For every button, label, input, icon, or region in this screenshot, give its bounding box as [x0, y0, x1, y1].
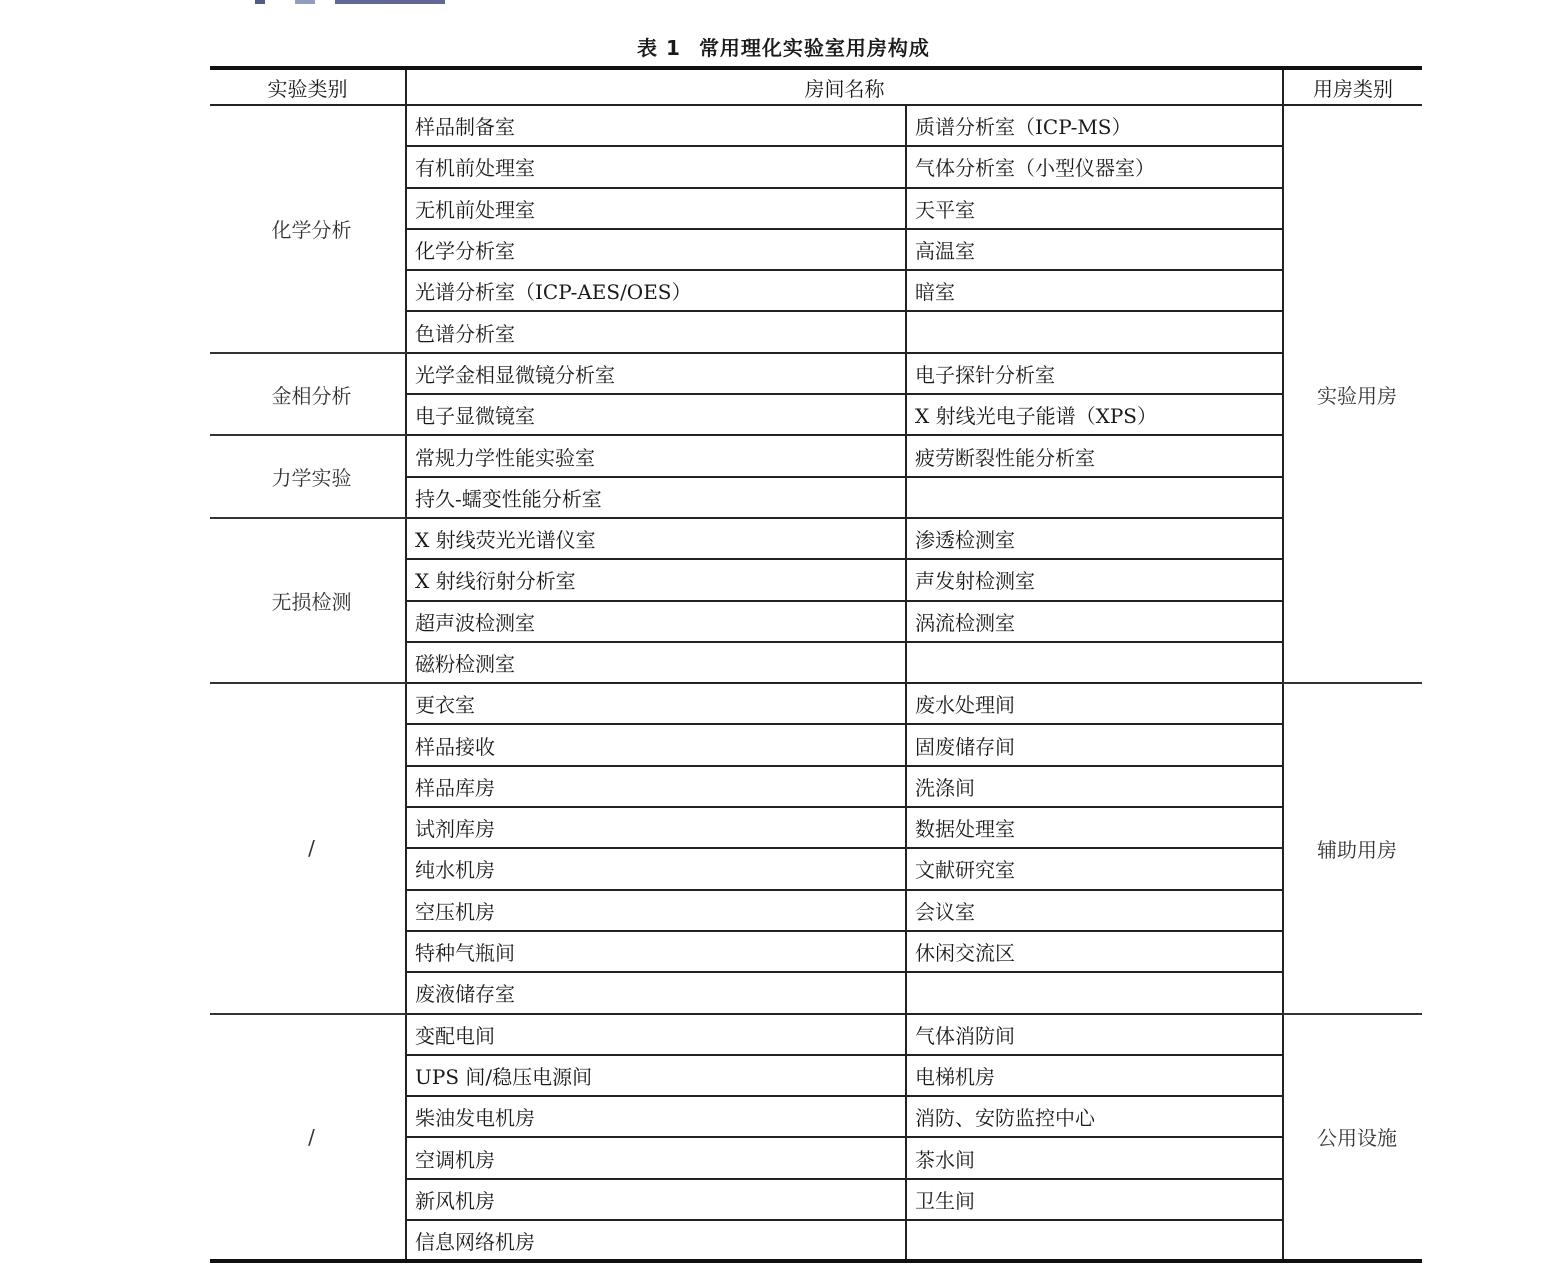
room-name-cell: 变配电间 — [406, 1014, 906, 1055]
category-cell: / — [210, 683, 406, 1013]
room-name-cell: 无机前处理室 — [406, 188, 906, 229]
room-name-cell: 常规力学性能实验室 — [406, 435, 906, 476]
room-name-cell: 天平室 — [906, 188, 1283, 229]
room-name-cell: X 射线光电子能谱（XPS） — [906, 394, 1283, 435]
scan-artifact — [255, 0, 445, 4]
room-name-cell: 固废储存间 — [906, 724, 1283, 765]
room-name-cell: 疲劳断裂性能分析室 — [906, 435, 1283, 476]
room-name-cell: 有机前处理室 — [406, 146, 906, 187]
room-name-cell: 光谱分析室（ICP-AES/OES） — [406, 270, 906, 311]
room-name-cell — [906, 642, 1283, 683]
room-name-cell — [906, 1220, 1283, 1261]
use-type-cell: 公用设施 — [1283, 1014, 1422, 1262]
room-name-cell: 化学分析室 — [406, 229, 906, 270]
room-name-cell: 超声波检测室 — [406, 601, 906, 642]
room-name-cell — [906, 972, 1283, 1013]
room-name-cell: 卫生间 — [906, 1179, 1283, 1220]
room-name-cell: 色谱分析室 — [406, 311, 906, 352]
category-cell: 无损检测 — [210, 518, 406, 683]
room-name-cell: UPS 间/稳压电源间 — [406, 1055, 906, 1096]
room-name-cell: 空压机房 — [406, 890, 906, 931]
room-name-cell: 电子探针分析室 — [906, 353, 1283, 394]
room-name-cell: 渗透检测室 — [906, 518, 1283, 559]
room-name-cell: 声发射检测室 — [906, 559, 1283, 600]
room-name-cell: 信息网络机房 — [406, 1220, 906, 1261]
room-name-cell: 数据处理室 — [906, 807, 1283, 848]
table-row — [210, 683, 1422, 724]
table-row — [210, 353, 1422, 394]
header-use-type: 用房类别 — [1283, 68, 1422, 105]
room-name-cell: 柴油发电机房 — [406, 1096, 906, 1137]
table-row — [210, 518, 1422, 559]
table-number: 表 1 — [637, 36, 681, 60]
room-name-cell: 试剂库房 — [406, 807, 906, 848]
room-name-cell: 涡流检测室 — [906, 601, 1283, 642]
room-name-cell: 休闲交流区 — [906, 931, 1283, 972]
room-name-cell: 气体消防间 — [906, 1014, 1283, 1055]
table-body — [210, 105, 1422, 1261]
room-composition-table — [210, 66, 1422, 1263]
category-cell: 化学分析 — [210, 105, 406, 353]
room-name-cell: 光学金相显微镜分析室 — [406, 353, 906, 394]
category-cell: 金相分析 — [210, 353, 406, 436]
header-category: 实验类别 — [210, 68, 406, 105]
room-name-cell: 废水处理间 — [906, 683, 1283, 724]
table-row — [210, 435, 1422, 476]
use-type-cell: 实验用房 — [1283, 105, 1422, 683]
room-name-cell: 电子显微镜室 — [406, 394, 906, 435]
room-name-cell: X 射线荧光光谱仪室 — [406, 518, 906, 559]
room-name-cell: 更衣室 — [406, 683, 906, 724]
room-name-cell: 持久-蠕变性能分析室 — [406, 477, 906, 518]
room-name-cell: 洗涤间 — [906, 766, 1283, 807]
room-name-cell: 会议室 — [906, 890, 1283, 931]
category-cell: 力学实验 — [210, 435, 406, 518]
room-name-cell: 废液储存室 — [406, 972, 906, 1013]
room-name-cell: 消防、安防监控中心 — [906, 1096, 1283, 1137]
room-name-cell: 文献研究室 — [906, 848, 1283, 889]
table-row — [210, 1014, 1422, 1055]
room-name-cell — [906, 477, 1283, 518]
table-caption — [0, 32, 1567, 61]
room-name-cell: 纯水机房 — [406, 848, 906, 889]
room-name-cell: 特种气瓶间 — [406, 931, 906, 972]
room-name-cell: 质谱分析室（ICP-MS） — [906, 105, 1283, 146]
room-name-cell: 暗室 — [906, 270, 1283, 311]
room-name-cell: 新风机房 — [406, 1179, 906, 1220]
use-type-cell: 辅助用房 — [1283, 683, 1422, 1013]
header-room-name: 房间名称 — [406, 68, 1283, 105]
room-name-cell: 样品制备室 — [406, 105, 906, 146]
table-title: 常用理化实验室用房构成 — [698, 36, 930, 60]
room-name-cell: 空调机房 — [406, 1137, 906, 1178]
category-cell: / — [210, 1014, 406, 1262]
room-name-cell — [906, 311, 1283, 352]
room-name-cell: 磁粉检测室 — [406, 642, 906, 683]
room-name-cell: 样品接收 — [406, 724, 906, 765]
table-row — [210, 105, 1422, 146]
header-row — [210, 68, 1422, 105]
room-name-cell: 高温室 — [906, 229, 1283, 270]
room-name-cell: 电梯机房 — [906, 1055, 1283, 1096]
room-name-cell: 气体分析室（小型仪器室） — [906, 146, 1283, 187]
room-name-cell: X 射线衍射分析室 — [406, 559, 906, 600]
room-name-cell: 样品库房 — [406, 766, 906, 807]
room-name-cell: 茶水间 — [906, 1137, 1283, 1178]
